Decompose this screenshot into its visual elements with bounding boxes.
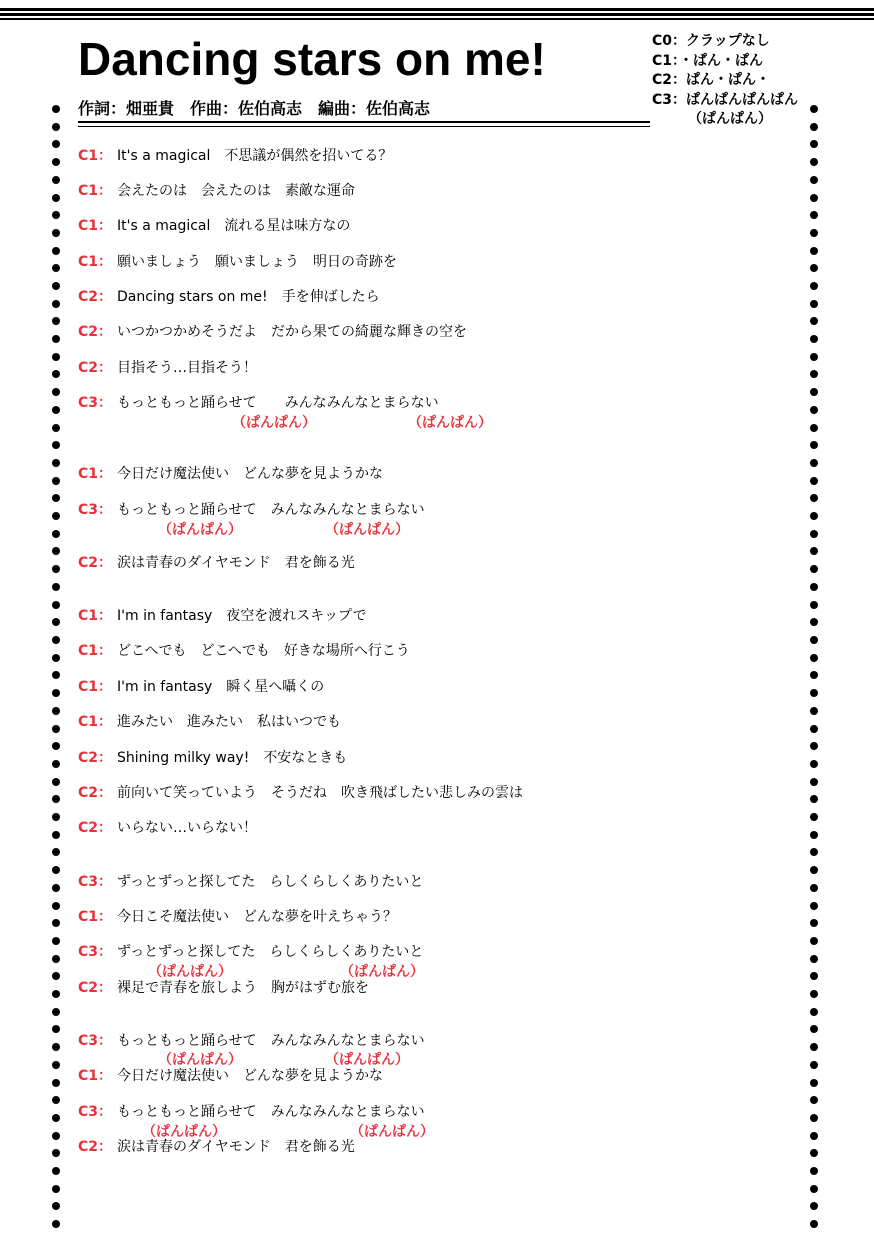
border-dot — [52, 565, 60, 573]
clap-annotation: （ぱんぱん） — [158, 1052, 242, 1068]
border-dot — [52, 831, 60, 839]
border-dot — [52, 866, 60, 874]
border-dot — [52, 990, 60, 998]
border-dot — [810, 300, 818, 308]
clap-code: C2： — [78, 360, 113, 376]
border-dot — [52, 955, 60, 963]
clap-code: C2： — [78, 980, 113, 996]
lyric-text: 今日だけ魔法使い どんな夢を見ようかな — [117, 466, 383, 482]
border-dot — [810, 512, 818, 520]
clap-code: C2： — [78, 555, 113, 571]
border-dot — [52, 300, 60, 308]
border-dot — [810, 229, 818, 237]
lyric-line — [78, 182, 355, 200]
border-dot — [810, 1043, 818, 1051]
lyric-text: もっともっと踊らせて みんなみんなとまらない — [117, 502, 425, 518]
border-dot — [810, 477, 818, 485]
clap-code: C3： — [78, 395, 113, 411]
border-dot — [52, 937, 60, 945]
border-dot — [52, 884, 60, 892]
border-dot — [52, 406, 60, 414]
clap-code: C1： — [78, 148, 113, 164]
border-dot — [810, 778, 818, 786]
clap-code: C1： — [78, 643, 113, 659]
border-dot — [810, 282, 818, 290]
lyric-line — [78, 819, 257, 837]
border-dot — [810, 990, 818, 998]
border-dot — [810, 742, 818, 750]
border-dot — [810, 388, 818, 396]
legend-row-c3: C3：ぱんぱんぱんぱん — [652, 91, 799, 108]
lyric-text: いらない…いらない！ — [117, 820, 257, 836]
clap-code: C2： — [78, 1139, 113, 1155]
border-dot — [52, 902, 60, 910]
lyric-text: もっともっと踊らせて みんなみんなとまらない — [117, 1104, 425, 1120]
legend-row-c2: C2：ぱん・ぱん・ — [652, 72, 771, 88]
clap-code: C3： — [78, 1104, 113, 1120]
border-dot — [52, 353, 60, 361]
border-dot — [810, 1220, 818, 1228]
clap-code: C1： — [78, 254, 113, 270]
lyric-line — [78, 943, 423, 961]
lyric-line — [78, 323, 467, 341]
lyric-line — [78, 1103, 425, 1121]
border-dot — [52, 707, 60, 715]
border-dot — [52, 1096, 60, 1104]
clap-annotation: （ぱんぱん） — [350, 1124, 434, 1140]
border-dot — [52, 972, 60, 980]
lyric-text: どこへでも どこへでも 好きな場所へ行こう — [117, 643, 410, 659]
lyric-text: It's a magical 流れる星は味方なの — [117, 218, 351, 234]
border-dot — [810, 370, 818, 378]
lyric-text: いつかつかめそうだよ だから果ての綺麗な輝きの空を — [117, 324, 467, 340]
border-dot — [52, 424, 60, 432]
border-dot — [810, 1025, 818, 1033]
border-dot — [810, 618, 818, 626]
border-dot — [52, 282, 60, 290]
border-dot — [810, 441, 818, 449]
clap-annotation: （ぱんぱん） — [408, 415, 492, 431]
header-divider-thin — [78, 126, 650, 127]
lyric-line — [78, 147, 392, 165]
lyric-text: Shining milky way! 不安なときも — [117, 750, 348, 766]
lyric-line — [78, 607, 366, 625]
border-dot — [810, 247, 818, 255]
border-dot — [810, 972, 818, 980]
clap-annotation: （ぱんぱん） — [158, 522, 242, 538]
lyric-text: 今日こそ魔法使い どんな夢を叶えちゃう？ — [117, 909, 397, 925]
clap-annotation: （ぱんぱん） — [325, 522, 409, 538]
border-dot — [810, 335, 818, 343]
border-dot — [52, 512, 60, 520]
border-dot — [52, 317, 60, 325]
border-dot — [52, 194, 60, 202]
border-dot — [810, 583, 818, 591]
border-dot — [810, 937, 818, 945]
border-dot — [52, 1043, 60, 1051]
border-dot — [52, 547, 60, 555]
lyric-text: Dancing stars on me! 手を伸ばしたら — [117, 289, 380, 305]
clap-code: C1： — [78, 183, 113, 199]
lyric-text: 涙は青春のダイヤモンド 君を飾る光 — [117, 555, 355, 571]
border-dot — [52, 919, 60, 927]
border-dot — [810, 831, 818, 839]
lyric-line — [78, 554, 355, 572]
border-dot — [810, 176, 818, 184]
border-dot — [52, 140, 60, 148]
clap-code: C3： — [78, 874, 113, 890]
border-dot — [52, 1025, 60, 1033]
border-dot — [52, 618, 60, 626]
lyric-text: もっともっと踊らせて みんなみんなとまらない — [117, 395, 439, 411]
border-dot — [810, 211, 818, 219]
border-dot — [52, 335, 60, 343]
clap-code: C1： — [78, 679, 113, 695]
lyric-text: 裸足で青春を旅しよう 胸がはずむ旅を — [117, 980, 369, 996]
lyric-text: I'm in fantasy 瞬く星へ囁くの — [117, 679, 325, 695]
clap-legend — [652, 32, 798, 130]
border-dot — [810, 1008, 818, 1016]
border-dot — [810, 424, 818, 432]
lyric-line — [78, 394, 439, 412]
border-dot — [52, 689, 60, 697]
border-dot — [52, 123, 60, 131]
border-dot — [52, 370, 60, 378]
border-dot — [52, 477, 60, 485]
lyric-line — [78, 501, 425, 519]
lyric-line — [78, 642, 410, 660]
border-dot — [52, 742, 60, 750]
lyric-text: It's a magical 不思議が偶然を招いてる？ — [117, 148, 393, 164]
border-dot — [810, 1114, 818, 1122]
border-dot — [52, 795, 60, 803]
song-title: Dancing stars on me! — [78, 33, 546, 85]
border-dot — [810, 601, 818, 609]
border-dot — [52, 388, 60, 396]
lyric-line — [78, 359, 257, 377]
border-dot — [810, 264, 818, 272]
clap-code: C2： — [78, 750, 113, 766]
border-dot — [52, 760, 60, 768]
clap-annotation: （ぱんぱん） — [340, 964, 424, 980]
lyric-line — [78, 288, 380, 306]
lyric-text: 進みたい 進みたい 私はいつでも — [117, 714, 341, 730]
border-dot — [810, 919, 818, 927]
header-divider — [78, 121, 650, 123]
legend-row-c0: C0：クラップなし — [652, 33, 770, 49]
legend-row-c3-sub: （ぱんぱん） — [688, 111, 772, 127]
clap-code: C2： — [78, 289, 113, 305]
border-dot — [810, 105, 818, 113]
clap-code: C2： — [78, 324, 113, 340]
border-dot — [52, 725, 60, 733]
border-dot — [52, 494, 60, 502]
clap-code: C1： — [78, 608, 113, 624]
lyric-line — [78, 749, 347, 767]
lyric-line — [78, 713, 341, 731]
border-dot — [810, 406, 818, 414]
lyric-line — [78, 1067, 383, 1085]
border-dot — [52, 229, 60, 237]
border-dot — [52, 848, 60, 856]
border-dot — [810, 123, 818, 131]
border-dot — [52, 459, 60, 467]
border-dot — [810, 565, 818, 573]
clap-code: C1： — [78, 466, 113, 482]
clap-annotation: （ぱんぱん） — [148, 964, 232, 980]
border-dot — [810, 725, 818, 733]
border-dot — [810, 955, 818, 963]
border-dot — [810, 194, 818, 202]
border-dot — [810, 813, 818, 821]
border-dot — [52, 530, 60, 538]
border-dot — [810, 353, 818, 361]
border-dot — [810, 1061, 818, 1069]
lyric-text: 今日だけ魔法使い どんな夢を見ようかな — [117, 1068, 383, 1084]
border-dot — [52, 1061, 60, 1069]
lyric-line — [78, 979, 369, 997]
clap-code: C1： — [78, 218, 113, 234]
lyric-text: 会えたのは 会えたのは 素敵な運命 — [117, 183, 355, 199]
border-dot — [52, 264, 60, 272]
border-dot — [52, 671, 60, 679]
clap-annotation: （ぱんぱん） — [325, 1052, 409, 1068]
border-dot — [810, 1185, 818, 1193]
lyric-text: 涙は青春のダイヤモンド 君を飾る光 — [117, 1139, 355, 1155]
lyric-line — [78, 678, 324, 696]
border-dot — [52, 211, 60, 219]
border-dot — [52, 1149, 60, 1157]
border-dot — [52, 1132, 60, 1140]
border-dot — [52, 247, 60, 255]
border-dot — [52, 601, 60, 609]
lyric-text: I'm in fantasy 夜空を渡れスキップで — [117, 608, 367, 624]
clap-code: C1： — [78, 714, 113, 730]
lyric-text: もっともっと踊らせて みんなみんなとまらない — [117, 1033, 425, 1049]
border-dot — [52, 441, 60, 449]
lyric-line — [78, 465, 383, 483]
legend-row-c1: C1：・ぱん・ぱん — [652, 52, 764, 69]
border-dot — [52, 176, 60, 184]
clap-code: C3： — [78, 1033, 113, 1049]
border-dot — [810, 671, 818, 679]
clap-code: C3： — [78, 502, 113, 518]
lyric-text: 願いましょう 願いましょう 明日の奇跡を — [117, 254, 397, 270]
border-dot — [52, 583, 60, 591]
border-dot — [810, 317, 818, 325]
border-dot — [810, 530, 818, 538]
border-dot — [52, 105, 60, 113]
border-dot — [810, 848, 818, 856]
clap-code: C1： — [78, 909, 113, 925]
lyric-line — [78, 253, 397, 271]
border-dot — [810, 902, 818, 910]
border-dot — [810, 547, 818, 555]
lyric-line — [78, 908, 397, 926]
border-dot — [52, 1167, 60, 1175]
border-dot — [810, 140, 818, 148]
border-dot — [810, 1167, 818, 1175]
song-credits: 作詞：畑亜貴 作曲：佐伯高志 編曲：佐伯高志 — [78, 99, 431, 118]
lyric-line — [78, 217, 350, 235]
border-dot — [52, 813, 60, 821]
lyric-text: 目指そう…目指そう！ — [117, 360, 257, 376]
lyric-line — [78, 1032, 425, 1050]
border-dot — [810, 707, 818, 715]
clap-code: C1： — [78, 1068, 113, 1084]
lyric-line — [78, 1138, 355, 1156]
border-dot — [810, 884, 818, 892]
border-dot — [52, 158, 60, 166]
lyric-text: ずっとずっと探してた らしくらしくありたいと — [117, 874, 424, 890]
border-dot — [810, 760, 818, 768]
clap-annotation: （ぱんぱん） — [142, 1124, 226, 1140]
border-dot — [52, 1079, 60, 1087]
lyric-line — [78, 873, 423, 891]
border-dot — [810, 1149, 818, 1157]
border-dot — [52, 654, 60, 662]
clap-annotation: （ぱんぱん） — [232, 415, 316, 431]
lyric-line — [78, 784, 523, 802]
clap-code: C2： — [78, 785, 113, 801]
clap-code: C3： — [78, 944, 113, 960]
border-dot — [52, 1220, 60, 1228]
border-dot — [810, 689, 818, 697]
lyric-text: 前向いて笑っていよう そうだね 吹き飛ばしたい悲しみの雲は — [117, 785, 523, 801]
border-dot — [52, 636, 60, 644]
border-dot — [52, 1202, 60, 1210]
border-dot — [810, 459, 818, 467]
lyric-text: ずっとずっと探してた らしくらしくありたいと — [117, 944, 424, 960]
left-dotted-border — [52, 105, 62, 1237]
border-dot — [810, 1132, 818, 1140]
border-dot — [810, 1079, 818, 1087]
border-dot — [52, 778, 60, 786]
border-dot — [810, 1202, 818, 1210]
border-dot — [810, 1096, 818, 1104]
border-dot — [52, 1008, 60, 1016]
border-dot — [810, 795, 818, 803]
border-dot — [52, 1114, 60, 1122]
border-dot — [810, 866, 818, 874]
border-dot — [52, 1185, 60, 1193]
clap-code: C2： — [78, 820, 113, 836]
border-dot — [810, 158, 818, 166]
border-dot — [810, 494, 818, 502]
border-dot — [810, 654, 818, 662]
border-dot — [810, 636, 818, 644]
right-dotted-border — [810, 105, 820, 1237]
